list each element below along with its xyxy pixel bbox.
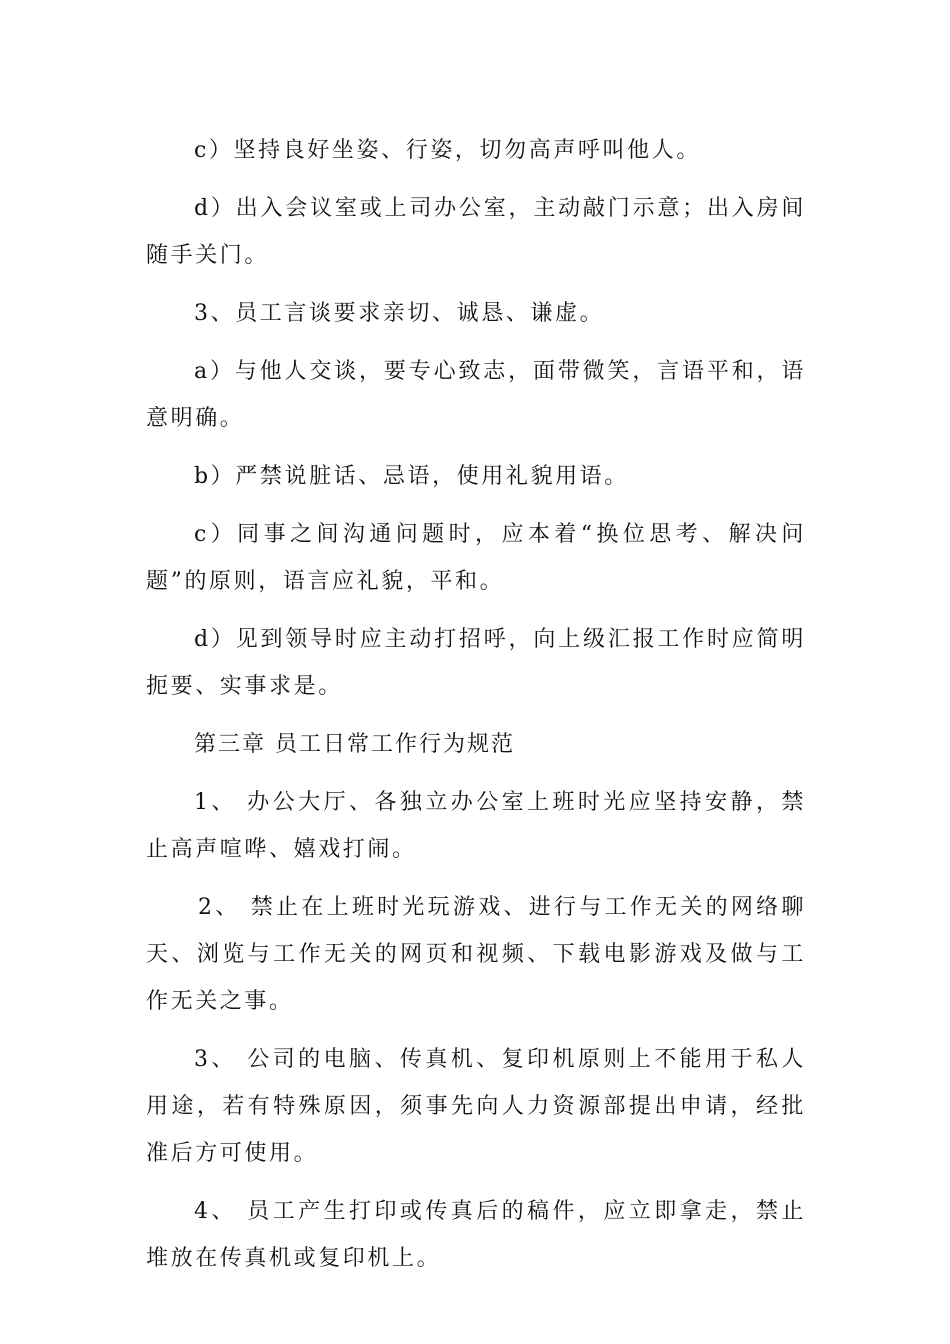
paragraph-door-etiquette: d）出入会议室或上司办公室，主动敲门示意；出入房间随手关门。: [146, 196, 806, 268]
paragraph-posture: c）坚持良好坐姿、行姿，切勿高声呼叫他人。: [194, 138, 701, 163]
paragraph-conversation: a）与他人交谈，要专心致志，面带微笑，言语平和，语意明确。: [146, 359, 806, 431]
chapter-heading: 第三章 员工日常工作行为规范: [194, 732, 515, 757]
paragraph-office-quiet: 1、 办公大厅、各独立办公室上班时光应坚持安静，禁止高声喧哗、嬉戏打闹。: [146, 790, 806, 862]
document-body: [146, 127, 806, 1293]
paragraph-office-equipment: 3、 公司的电脑、传真机、复印机原则上不能用于私人用途，若有特殊原因，须事先向人力资源部提出申请，经批准后方可使用。: [146, 1047, 806, 1166]
paragraph-greeting-leaders: d）见到领导时应主动打招呼，向上级汇报工作时应简明扼要、实事求是。: [146, 627, 806, 699]
paragraph-polite-language: b）严禁说脏话、忌语，使用礼貌用语。: [194, 464, 629, 489]
paragraph-colleague-communication: c）同事之间沟通问题时，应本着“换位思考、解决问题”的原则，语言应礼貌，平和。: [146, 522, 806, 594]
paragraph-no-games: 2、 禁止在上班时光玩游戏、进行与工作无关的网络聊天、浏览与工作无关的网页和视频、下载电影游戏及做与工作无关之事。: [146, 895, 806, 1014]
paragraph-printouts: 4、 员工产生打印或传真后的稿件，应立即拿走，禁止堆放在传真机或复印机上。: [146, 1199, 806, 1271]
paragraph-speech-requirements: 3、员工言谈要求亲切、诚恳、谦虚。: [194, 301, 605, 326]
